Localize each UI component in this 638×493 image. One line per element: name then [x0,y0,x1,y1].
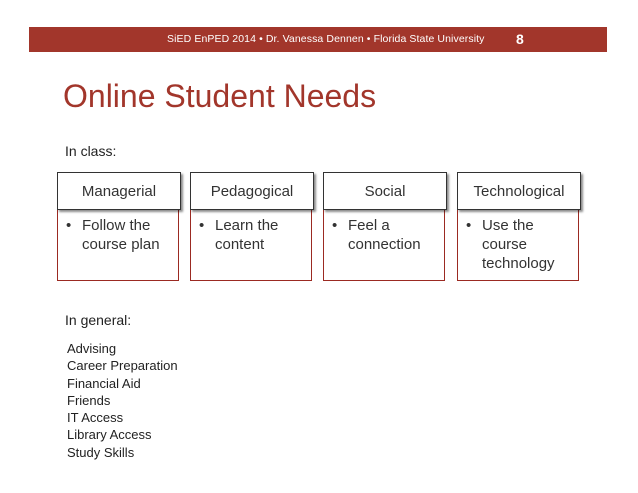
pedagogical-box [190,206,312,281]
header-bar [29,27,607,52]
in-general-label: In general: [65,312,132,328]
technological-heading: Technological [457,172,581,210]
slide-title: Online Student Needs [63,78,377,114]
technological-box [457,206,579,281]
list-item: Study Skills [67,444,135,460]
in-class-label: In class: [65,143,117,159]
pedagogical-heading: Pedagogical [190,172,314,210]
list-item: Library Access [67,427,152,443]
technological-bullet: • Use the course technology [458,216,574,273]
page-number: 8 [516,31,524,47]
pedagogical-bullet: • Learn the content [191,216,307,254]
list-item: Friends [67,392,111,408]
managerial-heading: Managerial [57,172,181,210]
social-box [323,206,445,281]
list-item: Career Preparation [67,358,178,374]
header-text: SiED EnPED 2014 • Dr. Vanessa Dennen • Florida State University [167,33,485,45]
managerial-box [57,206,179,281]
general-needs-list [67,340,178,461]
list-item: Advising [67,341,117,356]
social-heading: Social [323,172,447,210]
managerial-bullet: • Follow the course plan [58,216,174,254]
list-item: Financial Aid [67,375,141,391]
list-item: IT Access [67,410,124,426]
social-bullet: • Feel a connection [324,216,440,254]
